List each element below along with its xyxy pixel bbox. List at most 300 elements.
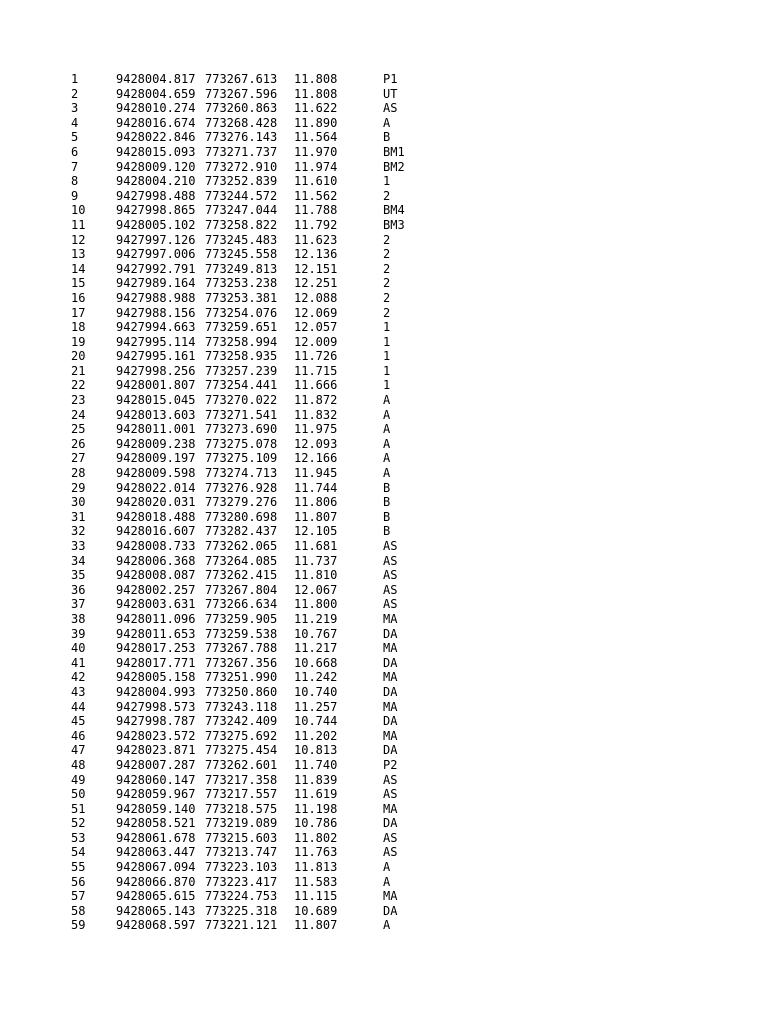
easting-value: 773275.109 — [205, 451, 278, 466]
point-number: 13 — [71, 247, 86, 262]
easting-value: 773262.601 — [205, 757, 278, 772]
elevation-value: 12.009 — [294, 334, 338, 349]
table-row — [0, 130, 768, 145]
northing-value: 9428001.807 — [116, 378, 196, 393]
elevation-value: 10.767 — [294, 626, 338, 641]
table-row — [0, 627, 768, 642]
easting-value: 773270.022 — [205, 393, 278, 408]
northing-value: 9428015.045 — [116, 393, 196, 408]
table-row — [0, 554, 768, 569]
easting-value: 773245.483 — [205, 232, 278, 247]
point-code: BM1 — [383, 144, 405, 159]
point-code: AS — [383, 772, 398, 787]
table-row — [0, 72, 768, 87]
elevation-value: 11.202 — [294, 728, 338, 743]
elevation-value: 11.807 — [294, 918, 338, 933]
elevation-value: 12.151 — [294, 261, 338, 276]
elevation-value: 11.970 — [294, 144, 338, 159]
easting-value: 773254.441 — [205, 378, 278, 393]
northing-value: 9427995.114 — [116, 334, 196, 349]
table-row — [0, 743, 768, 758]
point-number: 55 — [71, 860, 86, 875]
table-row — [0, 918, 768, 933]
point-number: 53 — [71, 830, 86, 845]
northing-value: 9428023.572 — [116, 728, 196, 743]
point-number: 12 — [71, 232, 86, 247]
point-number: 35 — [71, 568, 86, 583]
point-number: 58 — [71, 903, 86, 918]
easting-value: 773253.381 — [205, 290, 278, 305]
table-row — [0, 773, 768, 788]
point-code: MA — [383, 699, 398, 714]
point-number: 42 — [71, 670, 86, 685]
table-row — [0, 524, 768, 539]
point-number: 24 — [71, 407, 86, 422]
point-number: 6 — [71, 144, 79, 159]
elevation-value: 11.802 — [294, 830, 338, 845]
point-number: 32 — [71, 524, 86, 539]
table-row — [0, 583, 768, 598]
point-number: 10 — [71, 203, 86, 218]
point-code: 2 — [383, 247, 391, 262]
table-row — [0, 889, 768, 904]
northing-value: 9428059.967 — [116, 787, 196, 802]
easting-value: 773219.089 — [205, 816, 278, 831]
table-row — [0, 758, 768, 773]
northing-value: 9428016.607 — [116, 524, 196, 539]
easting-value: 773258.994 — [205, 334, 278, 349]
northing-value: 9428065.143 — [116, 903, 196, 918]
table-row — [0, 831, 768, 846]
point-number: 16 — [71, 290, 86, 305]
elevation-value: 10.740 — [294, 684, 338, 699]
easting-value: 773275.692 — [205, 728, 278, 743]
easting-value: 773254.076 — [205, 305, 278, 320]
elevation-value: 11.810 — [294, 568, 338, 583]
point-code: A — [383, 422, 391, 437]
northing-value: 9428009.238 — [116, 436, 196, 451]
elevation-value: 12.088 — [294, 290, 338, 305]
table-row — [0, 787, 768, 802]
northing-value: 9428008.733 — [116, 539, 196, 553]
easting-value: 773262.065 — [205, 539, 278, 553]
easting-value: 773280.698 — [205, 509, 278, 524]
elevation-value: 11.242 — [294, 670, 338, 685]
easting-value: 773276.928 — [205, 480, 278, 495]
point-code: 2 — [383, 290, 391, 305]
northing-value: 9427997.126 — [116, 232, 196, 247]
point-code: 1 — [383, 320, 391, 335]
easting-value: 773251.990 — [205, 670, 278, 685]
point-code: AS — [383, 553, 398, 568]
northing-value: 9428006.368 — [116, 553, 196, 568]
northing-value: 9428020.031 — [116, 495, 196, 510]
table-row — [0, 700, 768, 715]
point-code: 2 — [383, 232, 391, 247]
elevation-value: 11.610 — [294, 174, 338, 189]
table-row — [0, 378, 768, 393]
point-code: AS — [383, 539, 398, 553]
table-row — [0, 116, 768, 131]
point-code: AS — [383, 568, 398, 583]
point-number: 3 — [71, 101, 79, 116]
northing-value: 9428011.653 — [116, 626, 196, 641]
elevation-value: 11.198 — [294, 801, 338, 816]
table-row — [0, 87, 768, 102]
northing-value: 9428058.521 — [116, 816, 196, 831]
point-code: 1 — [383, 174, 391, 189]
point-code: MA — [383, 670, 398, 685]
point-number: 38 — [71, 611, 86, 626]
point-number: 49 — [71, 772, 86, 787]
table-row — [0, 597, 768, 612]
elevation-value: 12.067 — [294, 582, 338, 597]
table-row — [0, 875, 768, 890]
easting-value: 773250.860 — [205, 684, 278, 699]
easting-value: 773224.753 — [205, 889, 278, 904]
point-code: BM2 — [383, 159, 405, 174]
northing-value: 9428004.993 — [116, 684, 196, 699]
point-code: AS — [383, 845, 398, 860]
elevation-value: 12.251 — [294, 276, 338, 291]
northing-value: 9427988.156 — [116, 305, 196, 320]
easting-value: 773279.276 — [205, 495, 278, 510]
northing-value: 9427989.164 — [116, 276, 196, 291]
northing-value: 9427998.256 — [116, 363, 196, 378]
table-row — [0, 335, 768, 350]
easting-value: 773271.737 — [205, 144, 278, 159]
table-row — [0, 145, 768, 160]
elevation-value: 11.763 — [294, 845, 338, 860]
point-code: DA — [383, 903, 398, 918]
point-number: 41 — [71, 655, 86, 670]
northing-value: 9428009.197 — [116, 451, 196, 466]
elevation-value: 11.737 — [294, 553, 338, 568]
table-row — [0, 451, 768, 466]
elevation-value: 11.619 — [294, 787, 338, 802]
point-code: A — [383, 115, 391, 130]
easting-value: 773215.603 — [205, 830, 278, 845]
easting-value: 773244.572 — [205, 188, 278, 203]
table-row — [0, 291, 768, 306]
point-number: 28 — [71, 466, 86, 481]
point-code: DA — [383, 626, 398, 641]
table-row — [0, 612, 768, 627]
northing-value: 9427995.161 — [116, 349, 196, 364]
easting-value: 773258.935 — [205, 349, 278, 364]
easting-value: 773253.238 — [205, 276, 278, 291]
northing-value: 9428060.147 — [116, 772, 196, 787]
elevation-value: 11.726 — [294, 349, 338, 364]
easting-value: 773218.575 — [205, 801, 278, 816]
table-row — [0, 904, 768, 919]
elevation-value: 12.093 — [294, 436, 338, 451]
easting-value: 773245.558 — [205, 247, 278, 262]
point-code: A — [383, 874, 391, 889]
easting-value: 773262.415 — [205, 568, 278, 583]
point-number: 52 — [71, 816, 86, 831]
elevation-value: 10.786 — [294, 816, 338, 831]
northing-value: 9428063.447 — [116, 845, 196, 860]
elevation-value: 11.219 — [294, 611, 338, 626]
elevation-value: 11.564 — [294, 130, 338, 145]
northing-value: 9428005.102 — [116, 217, 196, 232]
northing-value: 9427988.988 — [116, 290, 196, 305]
point-number: 31 — [71, 509, 86, 524]
northing-value: 9427992.791 — [116, 261, 196, 276]
easting-value: 773252.839 — [205, 174, 278, 189]
point-number: 9 — [71, 188, 79, 203]
elevation-value: 10.689 — [294, 903, 338, 918]
easting-value: 773259.651 — [205, 320, 278, 335]
point-number: 5 — [71, 130, 79, 145]
point-code: AS — [383, 582, 398, 597]
easting-value: 773266.634 — [205, 597, 278, 612]
northing-value: 9428010.274 — [116, 101, 196, 116]
point-number: 19 — [71, 334, 86, 349]
table-row — [0, 568, 768, 583]
point-code: AS — [383, 787, 398, 802]
elevation-value: 11.623 — [294, 232, 338, 247]
point-number: 50 — [71, 787, 86, 802]
point-code: B — [383, 495, 391, 510]
easting-value: 773258.822 — [205, 217, 278, 232]
elevation-value: 11.562 — [294, 188, 338, 203]
point-code: 1 — [383, 349, 391, 364]
point-number: 56 — [71, 874, 86, 889]
elevation-value: 11.813 — [294, 860, 338, 875]
northing-value: 9428067.094 — [116, 860, 196, 875]
elevation-value: 11.832 — [294, 407, 338, 422]
point-code: A — [383, 451, 391, 466]
northing-value: 9428065.615 — [116, 889, 196, 904]
table-row — [0, 349, 768, 364]
point-code: UT — [383, 86, 398, 101]
easting-value: 773249.813 — [205, 261, 278, 276]
elevation-value: 12.166 — [294, 451, 338, 466]
point-number: 47 — [71, 743, 86, 758]
elevation-value: 11.622 — [294, 101, 338, 116]
northing-value: 9427998.573 — [116, 699, 196, 714]
elevation-value: 11.808 — [294, 72, 338, 86]
point-code: AS — [383, 101, 398, 116]
elevation-value: 11.800 — [294, 597, 338, 612]
northing-value: 9428003.631 — [116, 597, 196, 612]
easting-value: 773259.905 — [205, 611, 278, 626]
point-code: P1 — [383, 72, 398, 86]
point-number: 17 — [71, 305, 86, 320]
point-number: 46 — [71, 728, 86, 743]
table-row — [0, 203, 768, 218]
table-row — [0, 306, 768, 321]
point-number: 34 — [71, 553, 86, 568]
elevation-value: 11.681 — [294, 539, 338, 553]
point-code: B — [383, 524, 391, 539]
point-code: B — [383, 480, 391, 495]
point-number: 57 — [71, 889, 86, 904]
point-code: 1 — [383, 363, 391, 378]
northing-value: 9427997.006 — [116, 247, 196, 262]
easting-value: 773268.428 — [205, 115, 278, 130]
northing-value: 9428002.257 — [116, 582, 196, 597]
point-code: DA — [383, 816, 398, 831]
elevation-value: 11.115 — [294, 889, 338, 904]
point-code: AS — [383, 597, 398, 612]
northing-value: 9428059.140 — [116, 801, 196, 816]
table-row — [0, 437, 768, 452]
point-code: DA — [383, 714, 398, 729]
point-number: 14 — [71, 261, 86, 276]
elevation-value: 11.945 — [294, 466, 338, 481]
point-number: 29 — [71, 480, 86, 495]
table-row — [0, 364, 768, 379]
northing-value: 9427994.663 — [116, 320, 196, 335]
table-row — [0, 510, 768, 525]
easting-value: 773267.804 — [205, 582, 278, 597]
table-row — [0, 262, 768, 277]
northing-value: 9428009.598 — [116, 466, 196, 481]
point-code: MA — [383, 611, 398, 626]
point-code: DA — [383, 743, 398, 758]
point-number: 39 — [71, 626, 86, 641]
easting-value: 773275.078 — [205, 436, 278, 451]
northing-value: 9428008.087 — [116, 568, 196, 583]
elevation-value: 12.136 — [294, 247, 338, 262]
point-code: 2 — [383, 305, 391, 320]
point-number: 37 — [71, 597, 86, 612]
northing-value: 9428004.817 — [116, 72, 196, 86]
easting-value: 773223.103 — [205, 860, 278, 875]
elevation-value: 12.069 — [294, 305, 338, 320]
point-code: 2 — [383, 261, 391, 276]
table-row — [0, 481, 768, 496]
elevation-value: 10.813 — [294, 743, 338, 758]
easting-value: 773242.409 — [205, 714, 278, 729]
elevation-value: 11.890 — [294, 115, 338, 130]
point-code: 2 — [383, 188, 391, 203]
point-code: DA — [383, 684, 398, 699]
point-number: 2 — [71, 86, 79, 101]
point-number: 48 — [71, 757, 86, 772]
point-code: A — [383, 436, 391, 451]
point-number: 23 — [71, 393, 86, 408]
elevation-value: 10.668 — [294, 655, 338, 670]
elevation-value: 11.808 — [294, 86, 338, 101]
elevation-value: 11.666 — [294, 378, 338, 393]
elevation-value: 11.839 — [294, 772, 338, 787]
point-code: MA — [383, 728, 398, 743]
easting-value: 773276.143 — [205, 130, 278, 145]
point-code: P2 — [383, 757, 398, 772]
point-code: 1 — [383, 334, 391, 349]
easting-value: 773217.358 — [205, 772, 278, 787]
point-code: A — [383, 407, 391, 422]
northing-value: 9428018.488 — [116, 509, 196, 524]
northing-value: 9427998.865 — [116, 203, 196, 218]
easting-value: 773247.044 — [205, 203, 278, 218]
table-row — [0, 247, 768, 262]
northing-value: 9428022.846 — [116, 130, 196, 145]
point-number: 4 — [71, 115, 79, 130]
easting-value: 773271.541 — [205, 407, 278, 422]
point-code: MA — [383, 641, 398, 656]
point-code: BM4 — [383, 203, 405, 218]
table-row — [0, 714, 768, 729]
point-number: 11 — [71, 217, 86, 232]
elevation-value: 11.257 — [294, 699, 338, 714]
northing-value: 9428022.014 — [116, 480, 196, 495]
northing-value: 9428066.870 — [116, 874, 196, 889]
elevation-value: 11.715 — [294, 363, 338, 378]
elevation-value: 12.057 — [294, 320, 338, 335]
table-row — [0, 816, 768, 831]
table-row — [0, 495, 768, 510]
table-row — [0, 641, 768, 656]
table-row — [0, 802, 768, 817]
point-code: A — [383, 466, 391, 481]
point-number: 40 — [71, 641, 86, 656]
easting-value: 773264.085 — [205, 553, 278, 568]
point-code: DA — [383, 655, 398, 670]
easting-value: 773257.239 — [205, 363, 278, 378]
easting-value: 773225.318 — [205, 903, 278, 918]
table-row — [0, 101, 768, 116]
easting-value: 773217.557 — [205, 787, 278, 802]
elevation-value: 11.806 — [294, 495, 338, 510]
point-number: 8 — [71, 174, 79, 189]
northing-value: 9428017.771 — [116, 655, 196, 670]
northing-value: 9428009.120 — [116, 159, 196, 174]
table-row — [0, 393, 768, 408]
table-row — [0, 670, 768, 685]
elevation-value: 11.792 — [294, 217, 338, 232]
table-row — [0, 160, 768, 175]
elevation-value: 11.975 — [294, 422, 338, 437]
elevation-value: 10.744 — [294, 714, 338, 729]
northing-value: 9428015.093 — [116, 144, 196, 159]
table-row — [0, 860, 768, 875]
point-number: 22 — [71, 378, 86, 393]
table-row — [0, 656, 768, 671]
point-number: 33 — [71, 539, 86, 553]
table-row — [0, 189, 768, 204]
point-number: 59 — [71, 918, 86, 933]
point-code: B — [383, 509, 391, 524]
elevation-value: 11.217 — [294, 641, 338, 656]
table-row — [0, 233, 768, 248]
point-number: 45 — [71, 714, 86, 729]
northing-value: 9427998.787 — [116, 714, 196, 729]
northing-value: 9428007.287 — [116, 757, 196, 772]
elevation-value: 11.807 — [294, 509, 338, 524]
easting-value: 773260.863 — [205, 101, 278, 116]
table-row — [0, 320, 768, 335]
easting-value: 773272.910 — [205, 159, 278, 174]
elevation-value: 12.105 — [294, 524, 338, 539]
easting-value: 773213.747 — [205, 845, 278, 860]
easting-value: 773267.788 — [205, 641, 278, 656]
point-code: A — [383, 918, 391, 933]
point-code: 1 — [383, 378, 391, 393]
point-number: 27 — [71, 451, 86, 466]
point-number: 15 — [71, 276, 86, 291]
easting-value: 773267.613 — [205, 72, 278, 86]
easting-value: 773221.121 — [205, 918, 278, 933]
elevation-value: 11.788 — [294, 203, 338, 218]
table-row — [0, 466, 768, 481]
northing-value: 9428011.001 — [116, 422, 196, 437]
point-code: AS — [383, 830, 398, 845]
